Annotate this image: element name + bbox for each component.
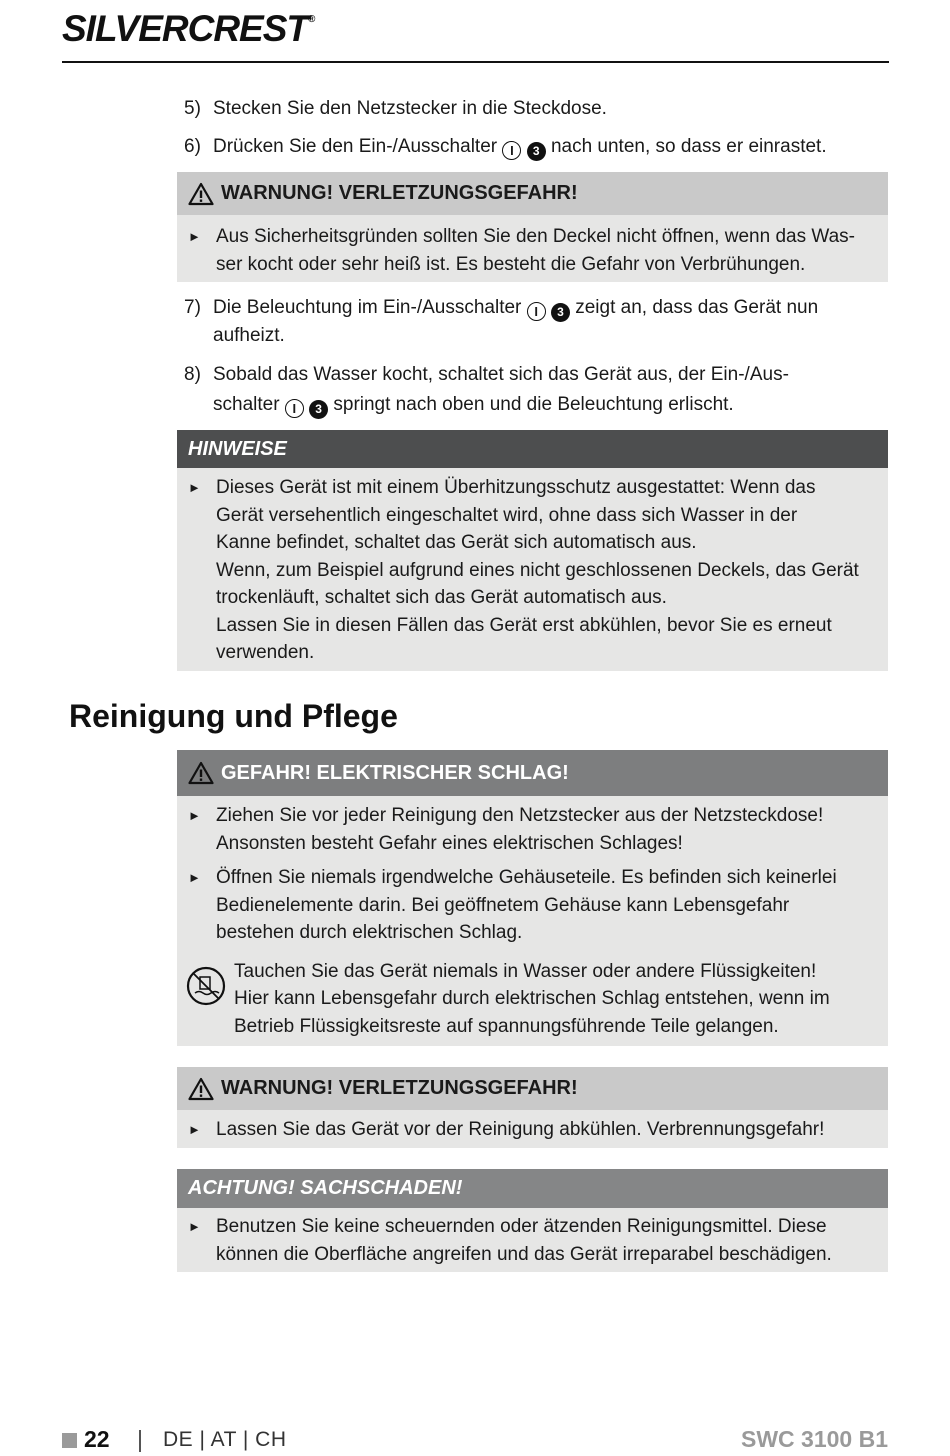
hints-header: HINWEISE — [177, 430, 888, 468]
warning-box-1 — [177, 172, 888, 282]
step-8: 8) Sobald das Wasser kocht, schaltet sich das Gerät aus, der Ein-/Aus- schalter I 3 springt nach oben und die Beleuchtung erlischt. — [184, 360, 789, 420]
section-title: Reinigung und Pflege — [69, 698, 398, 734]
immersion-warning: Tauchen Sie das Gerät niemals in Wasser oder andere Flüssigkeiten! Hier kann Lebensgefahr durch elektrischen Schlag entstehen, wenn im Betrieb Flüssigkeitsreste auf spannungsführende Teile gelangen. — [177, 958, 888, 1041]
triangle-right-icon: ► — [188, 1122, 201, 1137]
power-switch-icon: I — [527, 302, 546, 321]
step-6: 6) Drücken Sie den Ein-/Ausschalter I 3 nach unten, so dass er einrastet. — [184, 133, 827, 161]
warning-header: WARNUNG! VERLETZUNGSGEFAHR! — [177, 1067, 888, 1110]
triangle-right-icon: ► — [188, 1219, 201, 1234]
step-7: 7) Die Beleuchtung im Ein-/Ausschalter I 3 zeigt an, dass das Gerät nun aufheizt. — [184, 297, 819, 346]
list-item: ► Öffnen Sie niemals irgendwelche Gehäuseteile. Es befinden sich keinerlei Bedienelemente darin. Bei geöffnetem Gehäuse kann Lebensgefahr bestehen durch elektrischen Schlag. — [177, 864, 888, 947]
warning-header: WARNUNG! VERLETZUNGSGEFAHR! — [177, 172, 888, 215]
caution-box — [177, 1169, 888, 1272]
triangle-right-icon: ► — [188, 870, 201, 885]
list-item: ► Lassen Sie das Gerät vor der Reinigung abkühlen. Verbrennungsgefahr! — [177, 1116, 888, 1144]
power-switch-icon: I — [502, 141, 521, 160]
reference-number: 3 — [551, 303, 570, 322]
danger-box — [177, 750, 888, 1046]
brand-logo: SILVERCREST® — [62, 8, 315, 49]
triangle-right-icon: ► — [188, 229, 201, 244]
triangle-right-icon: ► — [188, 480, 201, 495]
footer-marker — [62, 1433, 77, 1448]
warning-triangle-icon — [188, 182, 214, 206]
warning-triangle-icon — [188, 1077, 214, 1101]
page-number: 22 — [84, 1426, 110, 1452]
triangle-right-icon: ► — [188, 808, 201, 823]
hints-box — [177, 430, 888, 671]
list-item: ► Dieses Gerät ist mit einem Überhitzungsschutz ausgestattet: Wenn das Gerät versehentlich eingeschaltet wird, ohne dass sich Wasser in der Kanne befindet, schaltet das Gerät sich automatisch aus. Wenn, zum Beispiel aufgrund eines nicht geschlossenen Deckels, das Gerät trockenläuft, schaltet sich das Gerät automatisch aus. Lassen Sie in diesen Fällen das Gerät erst abkühlen, bevor Sie es erneut verwenden. — [177, 474, 888, 667]
step-5: 5) Stecken Sie den Netzstecker in die Steckdose. — [184, 98, 607, 119]
caution-header: ACHTUNG! SACHSCHADEN! — [177, 1169, 888, 1208]
danger-header: GEFAHR! ELEKTRISCHER SCHLAG! — [177, 750, 888, 796]
no-immersion-icon — [186, 966, 226, 1006]
header-rule — [62, 61, 889, 63]
language-codes: DE | AT | CH — [163, 1428, 287, 1451]
reference-number: 3 — [527, 142, 546, 161]
list-item: ► Ziehen Sie vor jeder Reinigung den Netzstecker aus der Netzsteckdose! Ansonsten besteht Gefahr eines elektrischen Schlages! — [177, 802, 888, 857]
list-item: ► Benutzen Sie keine scheuernden oder ätzenden Reinigungsmittel. Diese können die Oberfläche angreifen und das Gerät irreparabel beschädigen. — [177, 1213, 888, 1268]
model-number: SWC 3100 B1 — [740, 1426, 888, 1452]
list-item: ► Aus Sicherheitsgründen sollten Sie den Deckel nicht öffnen, wenn das Was- ser kocht oder sehr heiß ist. Es besteht die Gefahr von Verbrühungen. — [177, 223, 888, 278]
power-switch-icon: I — [285, 399, 304, 418]
warning-triangle-icon — [188, 761, 214, 785]
footer-divider — [139, 1430, 141, 1452]
warning-box-2 — [177, 1067, 888, 1148]
registered-mark: ® — [308, 14, 315, 25]
reference-number: 3 — [309, 400, 328, 419]
